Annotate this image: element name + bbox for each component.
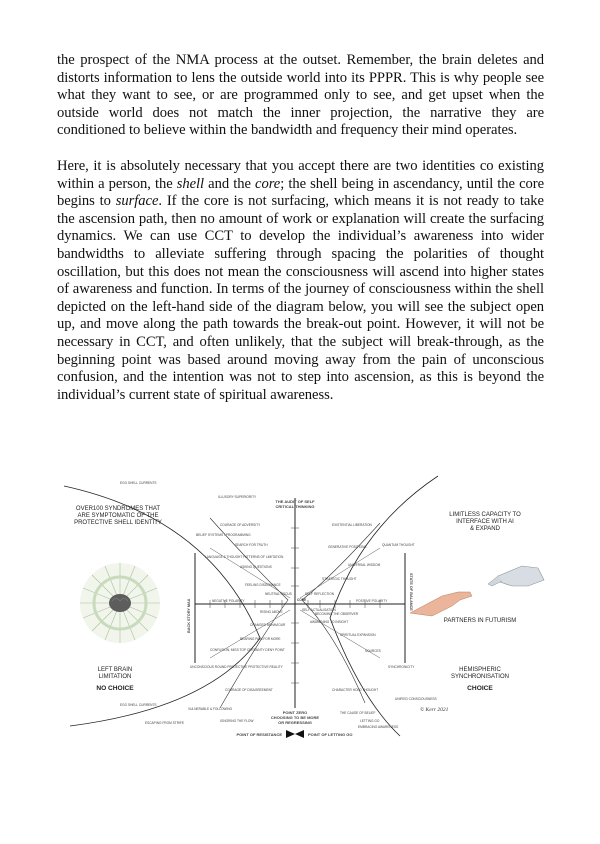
shell-term: shell [176, 175, 205, 192]
surface-term: surface [115, 193, 159, 210]
label-escape: ESCAPING FROM STRIFE [145, 721, 184, 725]
label-self-reflection: SELF REFLECTION [305, 592, 335, 596]
label-feeling: FEELING DISSONANCE [245, 583, 281, 587]
small-labels [120, 481, 437, 729]
label-changed: CHANGED BEHAVIOUR [250, 623, 286, 627]
left-title-3: PROTECTIVE SHELL IDENTITY [74, 520, 162, 526]
right-vertical-label: STATE OF BALANCE [409, 573, 413, 611]
right-title-1: LIMITLESS CAPACITY TO [449, 512, 521, 518]
label-confusion: CONFUSION, MISS TOP CERTAINTY DENY POINT [210, 648, 285, 652]
label-illusory: ILLUSORY SUPERIORITY [218, 495, 257, 499]
label-letting: LETTING GO [360, 719, 380, 723]
no-choice-label: NO CHOICE [96, 685, 134, 692]
paragraph-2-part-3: ; the shell being in ascendancy, until the core begins to [57, 175, 545, 210]
bowtie-left [286, 730, 295, 738]
left-title-1: OVER100 SYNDROMES THAT [75, 506, 161, 512]
paragraph-2-part-4: . If the core is not surfacing, which means it is not ready to take the ascension path, then no amount of work or explanation will create the surfacing dynamics. We can use CCT to develop the individual’s awareness into wider bandwidths to alleviate suffering through spacing the polarities of thought oscillation, but this does not mean the consciousness will ascend into higher states of awareness and function. In terms of the journey of consciousness within the shell depicted on the left-hand side of the diagram below, you will see the subject open up, and move along the path towards the break-out point. However, it will not be necessary in CCT, and often unlikely, that the subject will break-through, as the beginning point was based around moving away from the pain of unconscious confusion, and the intention was not to step into ascension, as this is beyond the individual’s current state of spiritual awareness. [57, 193, 544, 403]
left-bottom-2: LIMITATION [98, 674, 132, 680]
label-negative-polarity: NEGATIVE POLARITY [212, 599, 245, 603]
label-becoming: BECOMING THE OBSERVER [315, 612, 359, 616]
paragraph-1-text: the prospect of the NMA process at the outset. Remember, the brain deletes and distorts information to lens the outside world into its PPPR. This is why people see what they want to see, or are programmed only to see, and get upset when the outside world does not match the inner projection, the narrative they are conditioned to believe within the bandwidth and frequency their mind operates. [57, 52, 544, 139]
top-center-1: THE AUDIT OF SELF [275, 499, 315, 504]
label-drivers: BELIEF SYSTEMS / PROGRAMMING [196, 533, 251, 537]
top-center-2: CRITICAL THINKING [275, 504, 315, 509]
label-vulnerable: VULNERABLE & FOLLOWING [188, 707, 233, 711]
left-title-2: ARE SYMPTOMATIC OF THE [77, 513, 159, 519]
copyright: © Kerr 2021 [420, 707, 449, 713]
label-unconscious: UNCONSCIOUS ROUND PROJECTIVE PROTECTIVE REALITY [190, 665, 283, 669]
label-ignoring: IGNORING THE FLOW [220, 719, 254, 723]
core-term: core [255, 175, 281, 192]
label-bearing: BEARING PAIN FOR MORE [240, 637, 281, 641]
paragraph-1 [57, 52, 544, 140]
label-strategic: STRATEGIC THOUGHT [322, 577, 357, 581]
ai-handshake-image [410, 566, 544, 616]
left-vertical-label: BACK STORY MAX [187, 598, 191, 633]
label-cause: THE CAUSE OF BELIEF [340, 711, 376, 715]
right-bottom-2: SYNCHRONISATION [451, 674, 509, 680]
label-positive-polarity: POSITIVE POLARITY [356, 599, 388, 603]
label-quantum: QUANTUM THOUGHT [382, 543, 415, 547]
label-spiritual: SPIRITUAL EXPANSION [340, 633, 376, 637]
label-core: CORE [297, 598, 307, 602]
choice-label: CHOICE [467, 685, 493, 692]
label-generic: GENERATIVE POSITIONS [328, 545, 367, 549]
bottom-center-3: OR REGRESSING [278, 720, 312, 725]
label-shell-top: EGO SHELL CURRENTS [120, 481, 157, 485]
label-shell-bottom: EGO SHELL CURRENTS [120, 703, 157, 707]
label-universal: UNIVERSAL WISDOM [348, 563, 381, 567]
left-bottom-1: LEFT BRAIN [97, 667, 133, 673]
label-courage-bottom: COURAGE OF DISAGREEMENT [225, 688, 273, 692]
label-self-actualisation: SELF ACTUALISATION [302, 608, 336, 612]
point-of-resistance: POINT OF RESISTANCE [236, 732, 282, 737]
label-higher: CHARACTER HOLD THOUGHT [332, 688, 379, 692]
paragraph-2-part-1: Here, it is absolutely necessary that you accept there are two identities co existing within a person, the [57, 158, 544, 192]
label-sources: SOURCES [365, 649, 381, 653]
label-fresh: EMBRACING AWARENESS [358, 725, 399, 729]
point-of-letting-go: POINT OF LETTING GO [308, 732, 353, 737]
label-fused: UNIFIED CONSCIOUSNESS [395, 697, 437, 701]
paragraph-2-part-2: and the [204, 175, 256, 192]
label-courage: COURAGE OF ADVERSITY [220, 523, 261, 527]
label-language: LANGUAGE & THOUGHT PATTERNS OF LIMITATION [205, 555, 284, 559]
label-synchronicity: SYNCHRONICITY [388, 665, 415, 669]
label-asking: ASKING QUESTIONS [240, 565, 272, 569]
label-awakening: AWAKENING TO INSIGHT [310, 620, 349, 624]
brain-image [80, 563, 160, 643]
label-rising: RISING ABOVE [260, 610, 283, 614]
bowtie-right [295, 730, 304, 738]
bottom-center-2: CHOOSING TO BE MORE [270, 715, 320, 720]
right-title-2: INTERFACE WITH AI [456, 519, 514, 525]
consciousness-diagram [60, 468, 550, 748]
paragraph-2 [57, 158, 544, 404]
bottom-center-1: POINT ZERO [282, 710, 308, 715]
label-neutral: NEUTRAL FOCUS [265, 592, 292, 596]
label-search: SEARCH FOR TRUTH [235, 543, 268, 547]
right-title-3: & EXPAND [470, 526, 500, 532]
label-existential: EXISTENTIAL LIBERATION [332, 523, 372, 527]
partners-label: PARTNERS IN FUTURISM [443, 618, 517, 624]
right-bottom-1: HEMISPHERIC [459, 667, 501, 673]
